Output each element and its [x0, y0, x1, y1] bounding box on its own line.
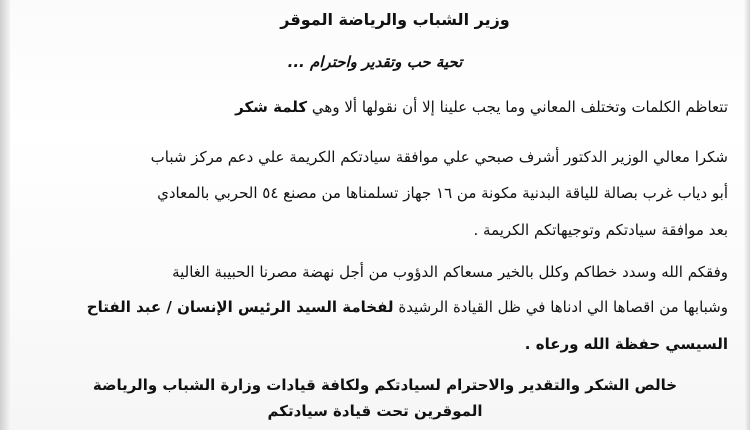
- president-name-emphasis: لفخامة السيد الرئيس الإنسان / عبد الفتاح: [86, 298, 394, 316]
- intro-line: [24, 97, 728, 117]
- paragraph-2-line-2: [24, 297, 728, 317]
- intro-emphasis: كلمة شكر: [235, 98, 308, 116]
- closing-line-2: الموقرين تحت قيادة سيادتكم: [267, 402, 483, 420]
- paragraph-1-line-3: بعد موافقة سيادتكم وتوجيهاتكم الكريمة .: [473, 221, 728, 239]
- letter-greeting: تحية حب وتقدير واحترام ...: [287, 53, 463, 71]
- letter-recipient: وزير الشباب والرياضة الموقر: [280, 10, 510, 29]
- paragraph-2-line-1: وفقكم الله وسدد خطاكم وكلل بالخير مسعاكم الدؤوب من أجل نهضة مصرنا الحبيبة الغالية: [172, 263, 728, 281]
- paragraph-1-line-2: أبو دياب غرب بصالة للياقة البدنية مكونة من ١٦ جهاز تسلمناها من مصنع ٥٤ الحربي بالمعادي: [157, 184, 728, 202]
- closing-line-1: خالص الشكر والتقدير والاحترام لسيادتكم ولكافة قيادات وزارة الشباب والرياضة: [92, 376, 678, 394]
- paragraph-2-line-3: السيسي حفظة الله ورعاه .: [524, 335, 728, 353]
- paragraph-2-line-2-text: وشبابها من اقصاها الي ادناها في ظل القيادة الرشيدة: [398, 298, 728, 316]
- intro-text: تتعاظم الكلمات وتختلف المعاني وما يجب علينا إلا أن نقولها ألا وهي: [311, 98, 728, 116]
- paragraph-1-line-1: شكرا معالي الوزير الدكتور أشرف صبحي علي موافقة سيادتكم الكريمة علي دعم مركز شباب: [150, 148, 728, 166]
